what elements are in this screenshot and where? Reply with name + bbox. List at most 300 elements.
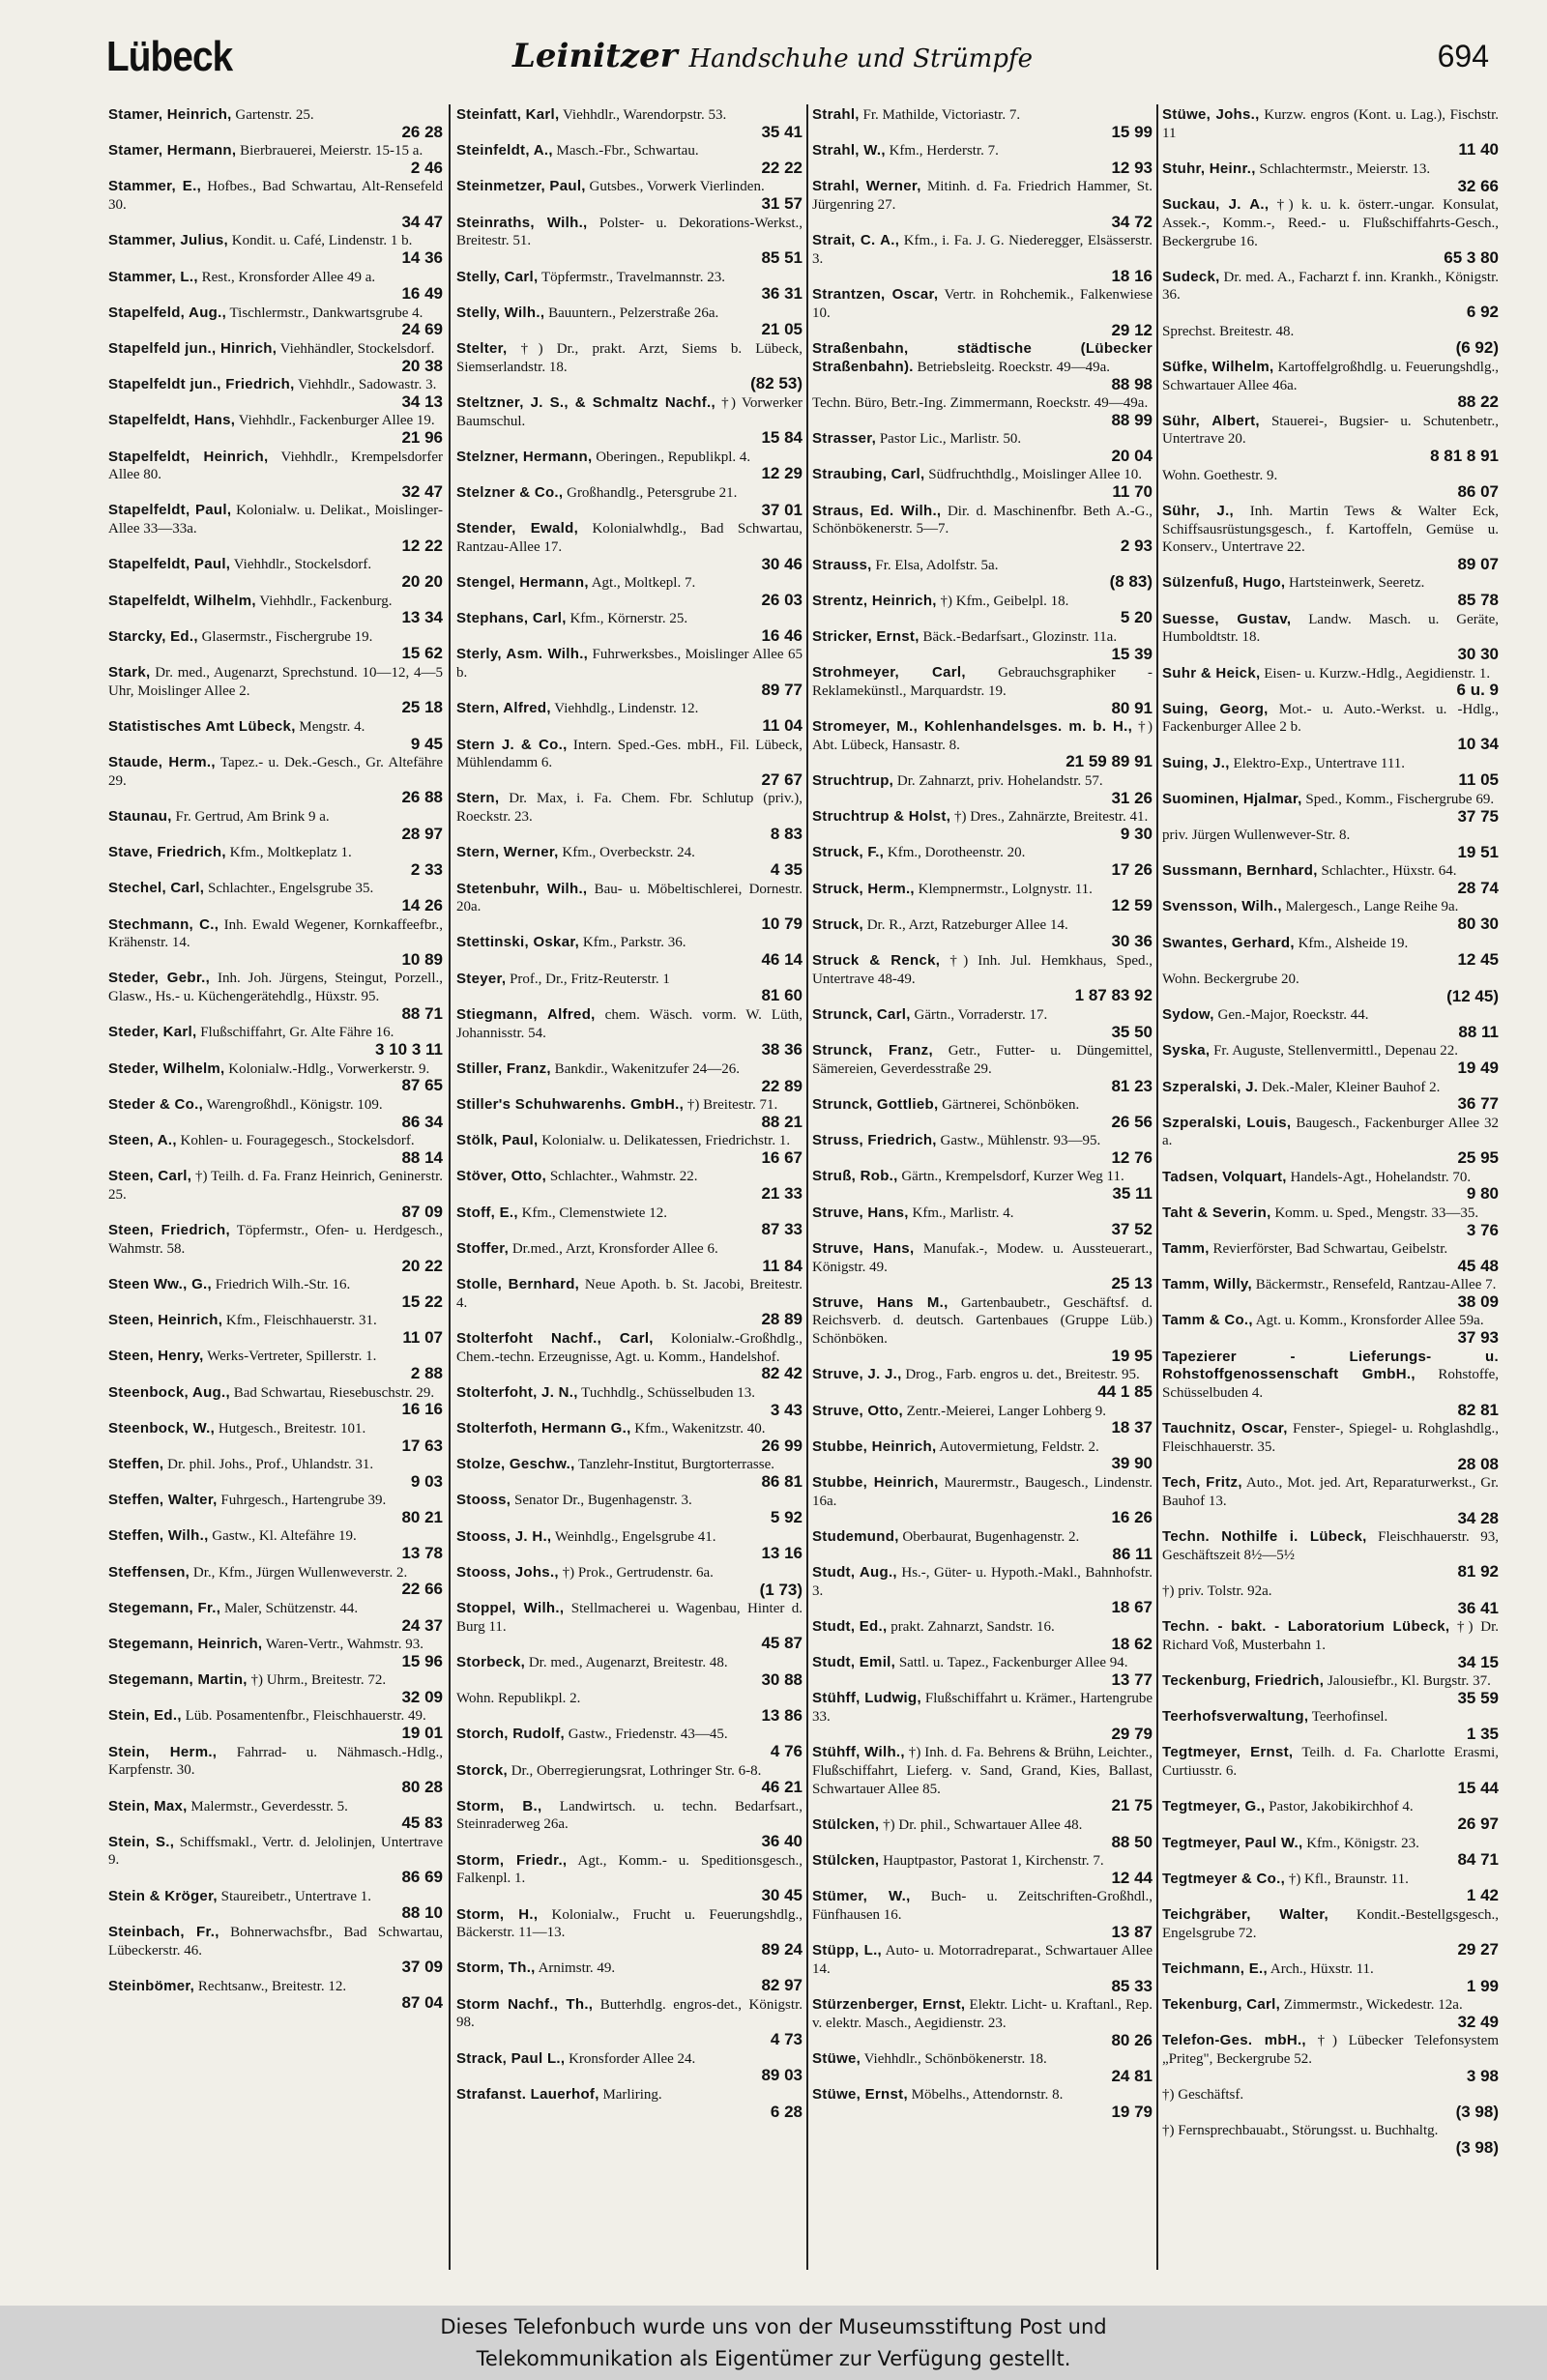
- entry-details: Viehhdlr., Schönbökenerstr. 18.: [861, 2051, 1047, 2067]
- phone-number: 29 12: [1111, 320, 1153, 339]
- entry-details: Warengroßhdl., Königstr. 109.: [203, 1096, 383, 1113]
- phone-number: 10 89: [401, 949, 443, 969]
- entry-details: †) Prok., Gertrudenstr. 6a.: [558, 1564, 714, 1581]
- entry-name: Stapelfeldt, Paul,: [108, 556, 231, 573]
- phone-number: 21 05: [761, 320, 803, 339]
- entry-name: Stammer, Julius,: [108, 232, 229, 249]
- entry-details: Autovermietung, Feldstr. 2.: [936, 1438, 1099, 1455]
- entry-details: Techn. Büro, Betr.-Ing. Zimmermann, Roeckstr. 49—49a.: [812, 395, 1149, 412]
- phone-number: 89 24: [761, 1939, 803, 1959]
- directory-entry: [456, 305, 803, 339]
- entry-details: Viehhdlr., Fackenburg.: [255, 593, 393, 609]
- entry-name: Stelzner & Co.,: [456, 483, 564, 501]
- directory-entry: [812, 1132, 1153, 1167]
- entry-name: Techn. - bakt. - Laboratorium Lübeck,: [1162, 1618, 1450, 1636]
- entry-details: Kurzw. engros (Kont. u. Lag.), Fischstr. 11: [1162, 107, 1499, 141]
- phone-number: 37 75: [1457, 806, 1499, 826]
- entry-details: Kfm., Wakenitzstr. 40.: [630, 1421, 766, 1437]
- directory-entry: [1162, 1906, 1499, 1959]
- entry-name: Steen, Carl,: [108, 1168, 192, 1185]
- directory-entry: [1162, 269, 1499, 321]
- directory-entry: [1162, 503, 1499, 573]
- directory-entry: [812, 628, 1153, 663]
- entry-name: Stein, Max,: [108, 1797, 188, 1814]
- phone-number: 86 34: [401, 1112, 443, 1131]
- entry-details: Agt., Komm.- u. Speditionsgesch., Falkenpl. 1.: [456, 1852, 803, 1887]
- entry-name: Stüwe,: [812, 2050, 861, 2067]
- phone-number: 1 99: [1466, 1976, 1499, 1995]
- entry-details: Neue Apoth. b. St. Jacobi, Breitestr. 4.: [456, 1277, 803, 1311]
- entry-name: Steder, Gebr.,: [108, 970, 211, 987]
- phone-number: 13 78: [401, 1544, 443, 1563]
- phone-number: 81 60: [761, 986, 803, 1005]
- entry-name: Stülcken,: [812, 1815, 880, 1833]
- directory-entry: [1162, 196, 1499, 267]
- entry-details: Bierbrauerei, Meierstr. 15-15 a.: [236, 143, 423, 160]
- directory-column-1: [108, 106, 443, 2291]
- entry-name: Techn. Nothilfe i. Lübeck,: [1162, 1528, 1367, 1546]
- entry-name: Struve, Hans M.,: [812, 1293, 949, 1311]
- entry-details: †) Inh. Jul. Hemkhaus, Sped., Untertrave 48-49.: [812, 952, 1153, 987]
- entry-name: Stephans, Carl,: [456, 610, 567, 627]
- entry-details: Rohstoffe, Schüsselbuden 4.: [1162, 1367, 1499, 1402]
- phone-number: 26 56: [1111, 1112, 1153, 1131]
- entry-details: Viehhdlr., Stockelsdorf.: [230, 557, 372, 573]
- phone-number: 18 67: [1111, 1598, 1153, 1617]
- entry-name: Stapelfeldt, Heinrich,: [108, 448, 269, 465]
- entry-name: Sudeck,: [1162, 268, 1220, 285]
- entry-name: Stoffer,: [456, 1239, 510, 1257]
- phone-number: 11 07: [402, 1327, 443, 1347]
- phone-number: 85 78: [1457, 591, 1499, 610]
- phone-number: 15 84: [761, 428, 803, 448]
- phone-number: 32 66: [1457, 176, 1499, 195]
- directory-entry: [456, 881, 803, 933]
- phone-number: 28 08: [1457, 1454, 1499, 1473]
- entry-details: †) priv. Tolstr. 92a.: [1162, 1582, 1272, 1599]
- entry-name: Svensson, Wilh.,: [1162, 898, 1282, 915]
- phone-number: 9 03: [410, 1471, 443, 1491]
- entry-name: Stapelfeldt, Paul,: [108, 502, 232, 519]
- directory-entry: [812, 593, 1153, 627]
- entry-details: Kolonialwhdlg., Bad Schwartau, Rantzau-Allee 17.: [456, 521, 803, 555]
- directory-entry: [108, 1348, 443, 1382]
- entry-name: Stechel, Carl,: [108, 880, 205, 897]
- entry-details: Fr. Elsa, Adolfstr. 5a.: [871, 557, 999, 573]
- phone-number: 1 42: [1466, 1886, 1499, 1905]
- phone-number: 86 11: [1112, 1544, 1153, 1563]
- entry-details: Lüb. Posamentenfbr., Fleischhauerstr. 49.: [181, 1708, 426, 1725]
- entry-name: Teerhofsverwaltung,: [1162, 1708, 1309, 1726]
- entry-details: Zimmermstr., Wickedestr. 12a.: [1280, 1997, 1463, 2014]
- phone-number: 17 26: [1111, 860, 1153, 880]
- phone-number: 87 33: [761, 1220, 803, 1239]
- page-header: [106, 27, 1489, 89]
- phone-number: 2 93: [1120, 537, 1153, 556]
- directory-entry: [1162, 359, 1499, 411]
- entry-name: Suhr & Heick,: [1162, 664, 1261, 682]
- phone-number: 85 33: [1111, 1976, 1153, 1995]
- phone-number: (6 92): [1455, 338, 1499, 358]
- entry-details: Bohnerwachsfbr., Bad Schwartau, Lübeckerstr. 46.: [108, 1924, 443, 1959]
- entry-name: Staunau,: [108, 807, 172, 825]
- phone-number: 6 28: [770, 2102, 803, 2121]
- directory-entry: [812, 1240, 1153, 1292]
- directory-entry: [108, 232, 443, 267]
- entry-name: Storm, B.,: [456, 1797, 542, 1814]
- phone-number: 25 95: [1457, 1148, 1499, 1168]
- phone-number: 82 42: [761, 1364, 803, 1383]
- phone-number: 30 30: [1457, 645, 1499, 664]
- phone-number: 6 u. 9: [1456, 681, 1499, 700]
- entry-name: Strunck, Franz,: [812, 1042, 933, 1059]
- entry-details: Viehhdlr., Fackenburger Allee 19.: [235, 413, 435, 429]
- entry-details: Kfm., Moltkeplatz 1.: [225, 845, 352, 861]
- directory-entry: [812, 1366, 1153, 1401]
- directory-entry: [1162, 1240, 1499, 1275]
- entry-details: Kfm., Körnerstr. 25.: [566, 611, 688, 627]
- column-divider: [806, 104, 808, 2270]
- directory-entry: [812, 1996, 1153, 2048]
- directory-entry: [1162, 1079, 1499, 1114]
- entry-details: Fuhrgesch., Hartengrube 39.: [217, 1493, 387, 1509]
- entry-details: Tanzlehr-Institut, Burgtorterrasse.: [574, 1457, 774, 1473]
- entry-details: Dr. med. A., Facharzt f. inn. Krankh., Königstr. 36.: [1162, 269, 1499, 304]
- phone-number: 12 29: [761, 464, 803, 483]
- directory-entry: [108, 1456, 443, 1491]
- phone-number: 24 81: [1111, 2066, 1153, 2085]
- phone-number: 15 96: [401, 1651, 443, 1670]
- entry-details: Hs.-, Güter- u. Hypoth.-Makl., Bahnhofstr. 3.: [812, 1565, 1153, 1599]
- entry-details: Dr. R., Arzt, Ratzeburger Allee 14.: [862, 916, 1068, 933]
- entry-name: Stolle, Bernhard,: [456, 1276, 580, 1293]
- entry-name: Steinbömer,: [108, 1977, 195, 1994]
- entry-details: Schlachter., Engelsgrube 35.: [204, 881, 374, 897]
- entry-details: Landwirtsch. u. techn. Bedarfsart., Steinraderweg 26a.: [456, 1798, 803, 1833]
- phone-number: 17 63: [401, 1436, 443, 1455]
- entry-name: Suominen, Hjalmar,: [1162, 790, 1302, 807]
- phone-number: 88 10: [401, 1903, 443, 1923]
- entry-details: Malermstr., Geverdesstr. 5.: [187, 1798, 348, 1814]
- directory-entry: [108, 1132, 443, 1167]
- entry-details: Drog., Farb. engros u. det., Breitestr. 95.: [901, 1367, 1140, 1383]
- entry-name: Stern,: [456, 790, 500, 807]
- phone-number: 29 27: [1457, 1940, 1499, 1959]
- directory-entry: [456, 1798, 803, 1850]
- entry-details: Kondit. u. Café, Lindenstr. 1 b.: [228, 233, 413, 249]
- entry-name: Tegtmeyer, Paul W.,: [1162, 1834, 1303, 1851]
- directory-entry: [1162, 971, 1499, 1005]
- directory-entry: [456, 1456, 803, 1491]
- entry-details: Dr. med., Augenarzt, Breitestr. 48.: [525, 1654, 728, 1670]
- phone-number: 32 49: [1457, 2012, 1499, 2031]
- directory-entry: [108, 1024, 443, 1059]
- entry-details: Teilh. d. Fa. Charlotte Erasmi, Curtiusstr. 6.: [1162, 1745, 1499, 1780]
- directory-entry: [812, 1474, 1153, 1526]
- phone-number: 26 03: [761, 590, 803, 609]
- directory-entry: [1162, 323, 1499, 358]
- entry-details: Vertr. in Rohchemik., Falkenwiese 10.: [812, 287, 1153, 321]
- entry-details: Marliring.: [598, 2086, 662, 2103]
- entry-details: Stauerei-, Bugsier- u. Schutenbetr., Untertrave 20.: [1162, 413, 1499, 448]
- directory-entry: [456, 1762, 803, 1797]
- entry-name: Storch, Rudolf,: [456, 1726, 565, 1743]
- phone-number: 24 37: [401, 1615, 443, 1635]
- phone-number: 89 77: [761, 680, 803, 699]
- directory-entry: [812, 664, 1153, 716]
- phone-number: 22 22: [761, 158, 803, 177]
- phone-number: 87 09: [401, 1202, 443, 1221]
- directory-entry: [456, 1654, 803, 1689]
- phone-number: 11 40: [1458, 140, 1499, 160]
- entry-name: Stengel, Hermann,: [456, 574, 589, 592]
- phone-number: 21 75: [1111, 1796, 1153, 1815]
- phone-number: 28 74: [1457, 878, 1499, 897]
- entry-name: Stark,: [108, 663, 151, 681]
- entry-name: Steffen, Wilh.,: [108, 1527, 209, 1545]
- entry-name: Steltzner, J. S., & Schmaltz Nachf.,: [456, 393, 715, 411]
- directory-entry: [812, 844, 1153, 879]
- entry-details: Maler, Schützenstr. 44.: [220, 1600, 359, 1616]
- phone-number: 12 22: [401, 536, 443, 555]
- entry-details: Waren-Vertr., Wahmstr. 93.: [262, 1637, 423, 1653]
- entry-details: Gartenstr. 25.: [231, 107, 314, 123]
- phone-number: 87 04: [401, 1993, 443, 2013]
- entry-details: Senator Dr., Bugenhagenstr. 3.: [511, 1493, 692, 1509]
- directory-entry: [812, 430, 1153, 465]
- entry-details: Südfruchthdlg., Moislinger Allee 10.: [924, 467, 1143, 483]
- directory-entry: [456, 215, 803, 267]
- directory-entry: [1162, 1276, 1499, 1311]
- phone-number: 32 47: [401, 481, 443, 501]
- directory-entry: [1162, 1006, 1499, 1041]
- phone-number: 16 67: [761, 1147, 803, 1167]
- directory-entry: [1162, 1115, 1499, 1167]
- entry-details: †) Abt. Lübeck, Hansastr. 8.: [812, 719, 1153, 753]
- directory-entry: [812, 1042, 1153, 1094]
- directory-entry: [1162, 574, 1499, 609]
- entry-details: Töpfermstr., Ofen- u. Herdgesch., Wahmstr. 58.: [108, 1223, 443, 1257]
- directory-entry: [456, 1492, 803, 1526]
- phone-number: 15 99: [1111, 122, 1153, 141]
- phone-number: 80 26: [1111, 2030, 1153, 2049]
- entry-details: Hauptpastor, Pastorat 1, Kirchenstr. 7.: [879, 1853, 1104, 1870]
- entry-details: Kolonialw.-Hdlg., Vorwerkerstr. 9.: [224, 1060, 430, 1077]
- directory-entry: [812, 503, 1153, 555]
- entry-name: Steenbock, Aug.,: [108, 1383, 230, 1401]
- phone-number: 15 62: [401, 644, 443, 663]
- directory-entry: [812, 1816, 1153, 1851]
- entry-details: Möbelhs., Attendornstr. 8.: [907, 2087, 1064, 2104]
- entry-name: Stülcken,: [812, 1852, 880, 1870]
- entry-name: Straßenbahn, städtische (Lübecker Straßenbahn).: [812, 340, 1153, 375]
- entry-details: Flußschiffahrt, Gr. Alte Fähre 16.: [196, 1025, 394, 1041]
- directory-entry: [456, 106, 803, 141]
- directory-entry: [456, 1330, 803, 1382]
- directory-entry: [812, 1438, 1153, 1473]
- directory-entry: [812, 286, 1153, 338]
- phone-number: 9 30: [1120, 824, 1153, 843]
- entry-name: Steffen, Walter,: [108, 1492, 218, 1509]
- entry-details: Gen.-Major, Roeckstr. 44.: [1213, 1007, 1369, 1024]
- entry-details: Prof., Dr., Fritz-Reuterstr. 1: [506, 971, 670, 987]
- entry-name: Stüwe, Ernst,: [812, 2086, 908, 2104]
- entry-details: Maurermstr., Baugesch., Lindenstr. 16a.: [812, 1474, 1153, 1509]
- entry-details: Werks-Vertreter, Spillerstr. 1.: [203, 1349, 377, 1365]
- entry-name: Stegemann, Heinrich,: [108, 1636, 263, 1653]
- entry-details: †) Vorwerker Baumschul.: [456, 394, 803, 429]
- entry-name: Stiller's Schuhwarenhs. GmbH.,: [456, 1096, 685, 1113]
- phone-number: 88 14: [401, 1147, 443, 1167]
- entry-details: Gutsbes., Vorwerk Vierlinden.: [585, 179, 765, 195]
- phone-number: 4 76: [770, 1742, 803, 1761]
- phone-number: 45 87: [761, 1634, 803, 1653]
- phone-number: 9 45: [410, 734, 443, 753]
- directory-entry: [1162, 1871, 1499, 1905]
- phone-number: 3 43: [770, 1400, 803, 1419]
- directory-entry: [456, 1168, 803, 1203]
- entry-details: Arnimstr. 49.: [535, 1960, 616, 1977]
- directory-entry: [108, 1600, 443, 1635]
- entry-details: †) Kfm., Geibelpl. 18.: [936, 593, 1069, 609]
- entry-name: Stiegmann, Alfred,: [456, 1005, 596, 1023]
- directory-entry: [1162, 1169, 1499, 1204]
- phone-number: 12 76: [1111, 1147, 1153, 1167]
- entry-details: Klempnermstr., Lolgnystr. 11.: [914, 881, 1093, 897]
- entry-name: Stender, Ewald,: [456, 520, 579, 537]
- phone-number: 34 72: [1111, 212, 1153, 231]
- entry-details: Kfm., Marlistr. 4.: [908, 1205, 1014, 1221]
- phone-number: 86 07: [1457, 482, 1499, 502]
- directory-entry: [456, 1240, 803, 1275]
- entry-details: Schlachtermstr., Meierstr. 13.: [1255, 160, 1431, 177]
- directory-entry: [456, 178, 803, 213]
- entry-name: Strunck, Carl,: [812, 1005, 911, 1023]
- phone-number: (8 83): [1109, 572, 1153, 592]
- directory-entry: [1162, 1672, 1499, 1707]
- phone-number: 27 67: [761, 769, 803, 789]
- phone-number: 11 04: [762, 716, 803, 736]
- directory-entry: [1162, 1798, 1499, 1833]
- entry-details: Töpfermstr., Travelmannstr. 23.: [538, 269, 725, 285]
- entry-name: Stern, Alfred,: [456, 700, 551, 717]
- entry-details: Stellmacherei u. Wagenbau, Hinter d. Burg 11.: [456, 1601, 803, 1635]
- phone-number: 5 92: [770, 1508, 803, 1527]
- directory-column-3: [812, 106, 1153, 2291]
- phone-number: 86 81: [761, 1471, 803, 1491]
- directory-entry: [456, 700, 803, 735]
- entry-details: Jalousiefbr., Kl. Burgstr. 37.: [1324, 1673, 1491, 1690]
- entry-details: Wohn. Beckergrube 20.: [1162, 971, 1299, 987]
- directory-entry: [108, 1276, 443, 1311]
- phone-number: 19 01: [401, 1724, 443, 1743]
- entry-details: Friedrich Wilh.-Str. 16.: [212, 1277, 351, 1293]
- directory-entry: [456, 1006, 803, 1059]
- phone-number: 88 99: [1111, 410, 1153, 429]
- directory-entry: [108, 844, 443, 879]
- entry-details: †) Breitestr. 71.: [684, 1097, 778, 1113]
- phone-number: 24 69: [401, 320, 443, 339]
- entry-name: Stüwe, Johs.,: [1162, 106, 1260, 123]
- entry-name: Stelly, Carl,: [456, 268, 539, 285]
- entry-details: Kfm., Königstr. 23.: [1302, 1835, 1419, 1851]
- directory-entry: [456, 340, 803, 392]
- entry-name: Steinraths, Wilh.,: [456, 214, 588, 231]
- entry-details: Buch- u. Zeitschriften-Großhdl., Fünfhausen 16.: [812, 1889, 1153, 1923]
- entry-details: Betriebsleitg. Roeckstr. 49—49a.: [913, 359, 1111, 375]
- directory-entry: [108, 1312, 443, 1347]
- phone-number: 81 92: [1457, 1562, 1499, 1582]
- phone-number: 88 98: [1111, 374, 1153, 393]
- directory-entry: [108, 1420, 443, 1455]
- directory-entry: [456, 1096, 803, 1131]
- phone-number: 2 46: [410, 158, 443, 177]
- entry-details: Dr., Kfm., Jürgen Wullenweverstr. 2.: [190, 1564, 408, 1581]
- entry-name: Stolterfoth, Hermann G.,: [456, 1420, 631, 1437]
- entry-name: Suing, J.,: [1162, 754, 1230, 771]
- phone-number: 87 65: [401, 1076, 443, 1095]
- entry-details: Bäckermstr., Rensefeld, Rantzau-Allee 7.: [1251, 1277, 1497, 1293]
- phone-number: 13 16: [761, 1544, 803, 1563]
- entry-details: Kfm., Clemenstwiete 12.: [517, 1205, 667, 1221]
- entry-details: Kfm., Herderstr. 7.: [885, 143, 999, 160]
- phone-number: 16 26: [1111, 1508, 1153, 1527]
- directory-entry: [1162, 1474, 1499, 1526]
- entry-name: Stümer, W.,: [812, 1888, 911, 1905]
- entry-name: Stammer, L.,: [108, 268, 198, 285]
- directory-entry: [108, 1924, 443, 1976]
- directory-entry: [812, 1654, 1153, 1689]
- entry-name: Staude, Herm.,: [108, 754, 216, 771]
- entry-details: Tischlermstr., Dankwartsgrube 4.: [226, 305, 423, 321]
- entry-name: Strahl, Werner,: [812, 178, 921, 195]
- entry-details: Pastor, Jakobikirchhof 4.: [1265, 1799, 1414, 1815]
- phone-number: (82 53): [750, 374, 803, 393]
- entry-details: Oberingen., Republikpl. 4.: [592, 449, 751, 465]
- directory-entry: [812, 808, 1153, 843]
- phone-number: 18 16: [1111, 266, 1153, 285]
- entry-name: Steen, Heinrich,: [108, 1312, 223, 1329]
- entry-name: Studemund,: [812, 1527, 899, 1545]
- entry-details: Auto- u. Motorradreparat., Schwartauer Allee 14.: [812, 1943, 1153, 1977]
- phone-number: 81 23: [1111, 1076, 1153, 1095]
- directory-entry: [1162, 413, 1499, 465]
- directory-entry: [812, 1096, 1153, 1131]
- phone-number: 28 97: [401, 824, 443, 843]
- phone-number: 13 77: [1111, 1669, 1153, 1689]
- directory-entry: [812, 2086, 1153, 2121]
- entry-name: Stolterfoht Nachf., Carl,: [456, 1329, 654, 1347]
- directory-entry: [108, 1096, 443, 1131]
- entry-name: Stern J. & Co.,: [456, 736, 568, 753]
- entry-name: Storm Nachf., Th.,: [456, 1995, 594, 2013]
- ownership-footer: [0, 2306, 1547, 2380]
- entry-details: Gärtnerei, Schönböken.: [938, 1097, 1080, 1113]
- phone-number: 30 36: [1111, 932, 1153, 951]
- entry-details: Tuchhdlg., Schüsselbuden 13.: [577, 1384, 756, 1401]
- entry-name: Struck & Renck,: [812, 951, 941, 969]
- phone-number: 88 22: [1457, 392, 1499, 412]
- directory-entry: [812, 178, 1153, 230]
- directory-entry: [456, 1528, 803, 1563]
- column-divider: [1156, 104, 1158, 2270]
- directory-entry: [812, 1006, 1153, 1041]
- directory-entry: [812, 1205, 1153, 1239]
- phone-number: 10 79: [761, 914, 803, 933]
- entry-name: Stapelfeldt, Hans,: [108, 412, 236, 429]
- phone-number: 28 89: [761, 1310, 803, 1329]
- directory-entry: [812, 142, 1153, 177]
